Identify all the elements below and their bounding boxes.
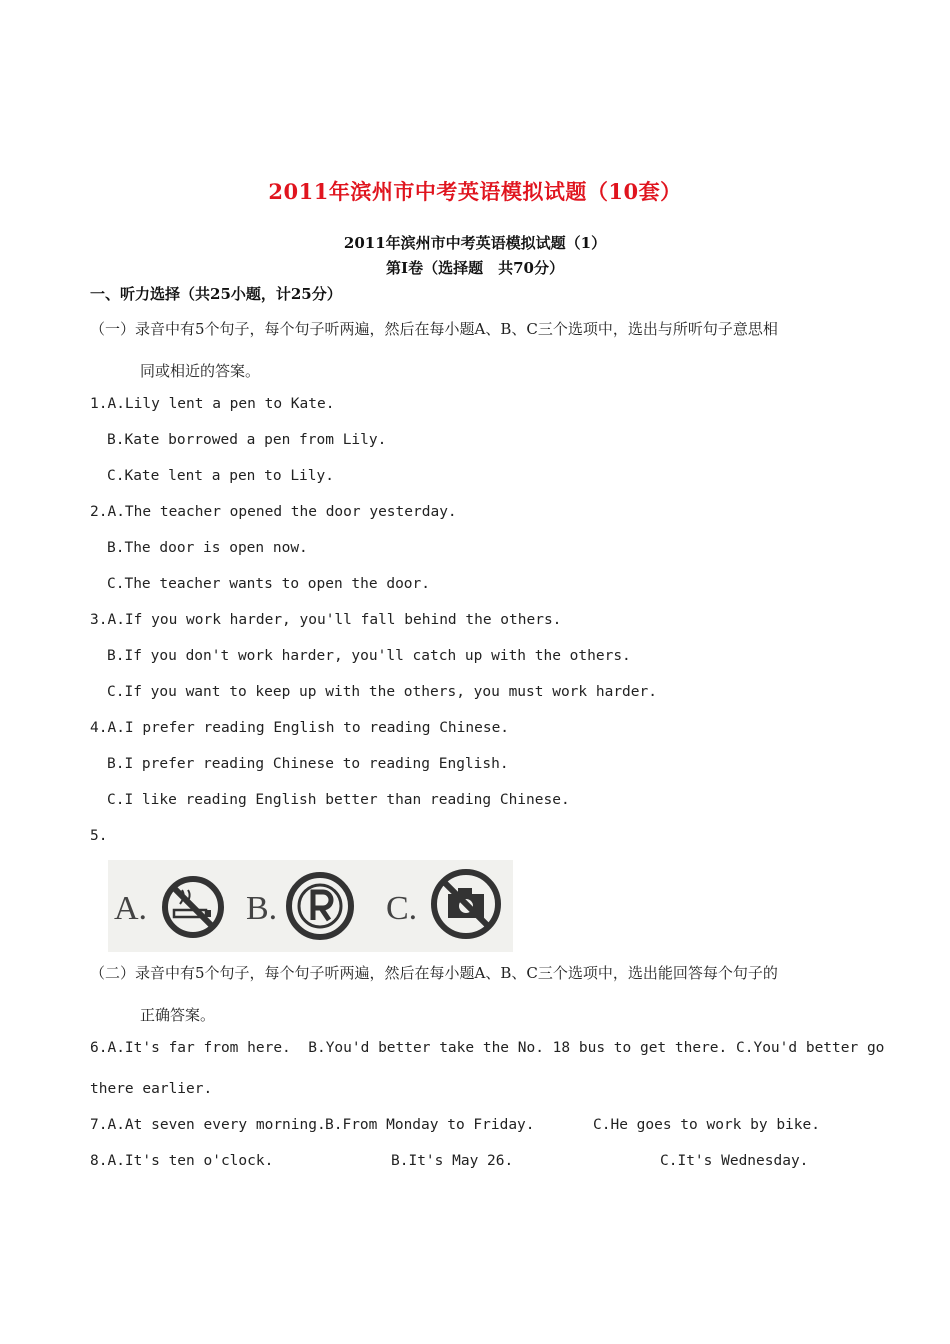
q2-option-c: C.The teacher wants to open the door. xyxy=(107,576,431,592)
parking-sign-icon xyxy=(284,870,356,942)
instructions-line: （一）录音中有5个句子，每个句子听两遍，然后在每小题A、B、C三个选项中，选出与所听句子意思相 xyxy=(90,320,778,338)
q5-number: 5. xyxy=(90,828,108,844)
no-photography-sign-icon xyxy=(428,866,504,942)
q1-option-c: C.Kate lent a pen to Lily. xyxy=(107,468,334,484)
instructions-part-two xyxy=(90,962,865,1025)
section-heading-listening: 一、听力选择（共25小题，计25分） xyxy=(90,285,342,303)
exam-subtitle: 2011年滨州市中考英语模拟试题（1） xyxy=(343,234,607,252)
q2-option-b: B.The door is open now. xyxy=(107,540,308,556)
q8-option-c: C.It's Wednesday. xyxy=(660,1153,809,1169)
q3-option-a: 3.A.If you work harder, you'll fall behind the others. xyxy=(90,612,562,628)
q4-option-c: C.I like reading English better than reading Chinese. xyxy=(107,792,570,808)
no-smoking-sign-icon xyxy=(160,874,226,940)
q7-option-b: B.From Monday to Friday. xyxy=(325,1117,535,1133)
sign-label-c: C. xyxy=(386,890,418,927)
q1-option-b: B.Kate borrowed a pen from Lily. xyxy=(107,432,387,448)
q6-options-continued: there earlier. xyxy=(90,1081,213,1097)
q7-option-a: 7.A.At seven every morning. xyxy=(90,1117,326,1133)
document-title: 2011年滨州市中考英语模拟试题（10套） xyxy=(268,179,682,204)
q6-options-line: 6.A.It's far from here. B.You'd better take the No. 18 bus to get there. C.You'd better go xyxy=(90,1040,885,1056)
q8-option-a: 8.A.It's ten o'clock. xyxy=(90,1153,274,1169)
q2-option-a: 2.A.The teacher opened the door yesterday. xyxy=(90,504,457,520)
instructions-line: 同或相近的答案。 xyxy=(140,362,261,380)
instructions-line: （二）录音中有5个句子，每个句子听两遍，然后在每小题A、B、C三个选项中，选出能回答每个句子的 xyxy=(90,964,778,982)
instructions-part-one xyxy=(90,318,865,381)
sign-label-b: B. xyxy=(246,890,278,927)
q4-option-b: B.I prefer reading Chinese to reading English. xyxy=(107,756,509,772)
q3-option-c: C.If you want to keep up with the others, you must work harder. xyxy=(107,684,657,700)
q5-signs-image xyxy=(108,860,513,952)
instructions-line: 正确答案。 xyxy=(140,1006,216,1024)
q3-option-b: B.If you don't work harder, you'll catch up with the others. xyxy=(107,648,631,664)
q7-option-c: C.He goes to work by bike. xyxy=(593,1117,820,1133)
sign-label-a: A. xyxy=(114,890,148,927)
q8-option-b: B.It's May 26. xyxy=(391,1153,514,1169)
q1-option-a: 1.A.Lily lent a pen to Kate. xyxy=(90,396,335,412)
q4-option-a: 4.A.I prefer reading English to reading Chinese. xyxy=(90,720,510,736)
paper-subtitle: 第Ⅰ卷（选择题 共70分） xyxy=(386,259,564,277)
